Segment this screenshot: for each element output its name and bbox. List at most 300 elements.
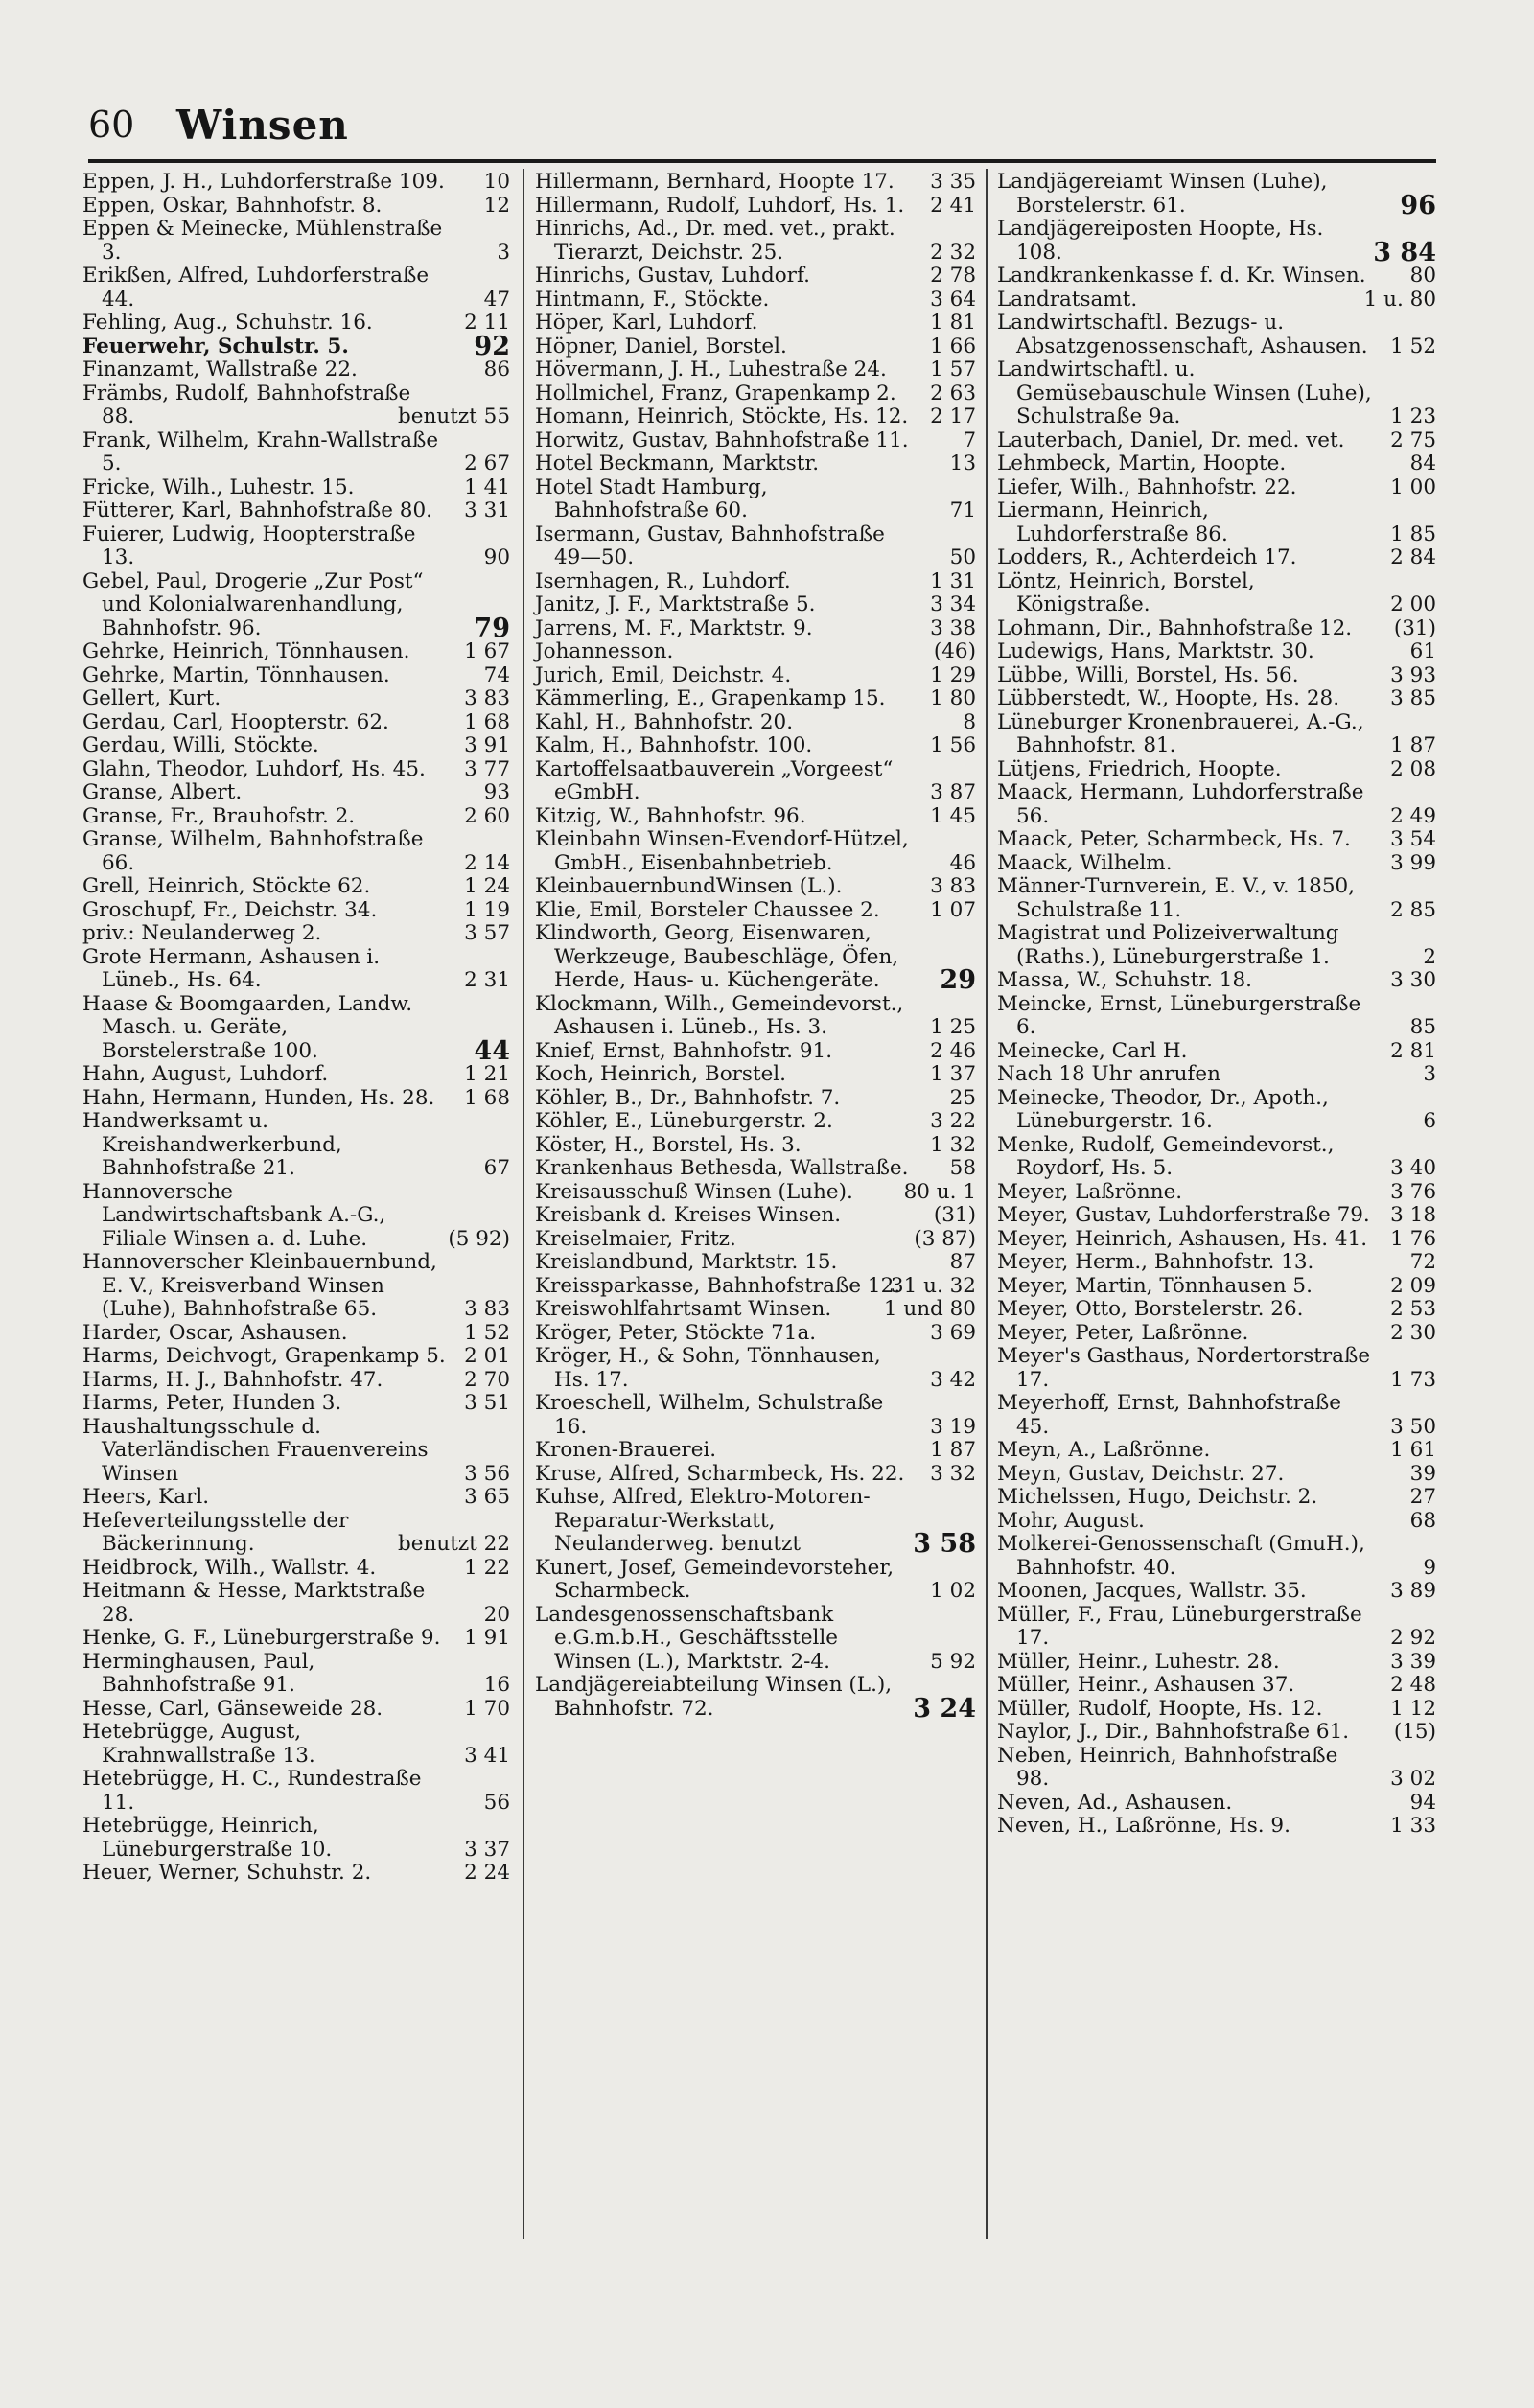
directory-entry xyxy=(997,1040,1436,1064)
entry-name: Homann, Heinrich, Stöckte, Hs. 12. xyxy=(535,405,909,428)
directory-entry xyxy=(997,1275,1436,1299)
entry-name: Grell, Heinrich, Stöckte 62. xyxy=(82,874,371,898)
entry-name: Köster, H., Borstel, Hs. 3. xyxy=(535,1132,802,1157)
entry-phone-number: 3 xyxy=(1423,1062,1436,1086)
entry-name: Grote Hermann, Ashausen i. Lüneb., Hs. 64. xyxy=(82,944,381,992)
entry-name: Landratsamt. xyxy=(997,287,1138,312)
entry-phone-number: 1 22 xyxy=(464,1555,510,1580)
entry-phone-number: 3 56 xyxy=(464,1461,510,1486)
entry-phone-number: 2 09 xyxy=(1390,1273,1436,1298)
entry-phone-number: 3 76 xyxy=(1390,1179,1436,1204)
directory-entry xyxy=(997,218,1436,265)
directory-entry xyxy=(82,922,510,946)
directory-entry xyxy=(82,195,510,219)
entry-phone-number: 79 xyxy=(474,613,510,643)
entry-phone-number: 44 xyxy=(474,1035,510,1066)
entry-phone-number: 3 34 xyxy=(930,592,976,616)
directory-entry xyxy=(82,875,510,899)
directory-entry xyxy=(82,171,510,195)
directory-entry xyxy=(997,476,1436,500)
entry-phone-number: 3 69 xyxy=(930,1320,976,1345)
entry-name: Fuierer, Ludwig, Hoopterstraße 13. xyxy=(82,521,416,569)
entry-name: Kleinbahn Winsen-Evendorf-Hützel, GmbH., Eisenbahnbetrieb. xyxy=(535,827,909,875)
directory-entry xyxy=(997,1087,1436,1134)
entry-name: Köhler, E., Lüneburgerstr. 2. xyxy=(535,1109,833,1133)
entry-name: Harms, Deichvogt, Grapenkamp 5. xyxy=(82,1344,446,1368)
directory-entry xyxy=(535,1157,976,1181)
directory-entry xyxy=(82,1486,510,1510)
entry-name: Haase & Boomgaarden, Landw. Masch. u. Geräte, Borstelerstraße 100. xyxy=(82,991,413,1063)
entry-phone-number: 1 56 xyxy=(930,733,976,757)
entry-name: Landjägereiamt Winsen (Luhe), Borstelerstr. 61. xyxy=(997,170,1328,218)
entry-phone-number: 1 68 xyxy=(464,1085,510,1110)
directory-entry xyxy=(82,1416,510,1487)
entry-name: Meinecke, Carl H. xyxy=(997,1038,1188,1063)
entry-phone-number: 3 93 xyxy=(1390,662,1436,687)
directory-entry xyxy=(535,1228,976,1252)
entry-phone-number: 96 xyxy=(1400,190,1436,220)
directory-entry xyxy=(535,1439,976,1463)
entry-phone-number: 13 xyxy=(949,452,976,475)
entry-name: Kämmerling, E., Grapenkamp 15. xyxy=(535,686,886,710)
entry-name: Isernhagen, R., Luhdorf. xyxy=(535,568,791,593)
entry-phone-number: 56 xyxy=(483,1790,510,1815)
entry-name: Lehmbeck, Martin, Hoopte. xyxy=(997,452,1287,475)
entry-phone-number: 1 52 xyxy=(1390,334,1436,359)
entry-phone-number: 1 21 xyxy=(464,1062,510,1086)
directory-entry xyxy=(535,171,976,195)
entry-name: Liefer, Wilh., Bahnhofstr. 22. xyxy=(997,475,1297,499)
entry-phone-number: 2 78 xyxy=(930,264,976,288)
entry-phone-number: 90 xyxy=(483,545,510,569)
entry-name: Landjägereiabteilung Winsen (L.), Bahnhofstr. 72. xyxy=(535,1673,893,1721)
directory-entry xyxy=(535,1486,976,1557)
entry-name: Främbs, Rudolf, Bahnhofstraße 88. xyxy=(82,381,411,428)
directory-entry xyxy=(535,1181,976,1205)
entry-name: Müller, Heinr., Luhestr. 28. xyxy=(997,1649,1280,1674)
entry-name: Gerdau, Carl, Hoopterstr. 62. xyxy=(82,709,389,734)
entry-name: Müller, Rudolf, Hoopte, Hs. 12. xyxy=(997,1696,1323,1721)
entry-phone-number: 1 87 xyxy=(930,1438,976,1462)
entry-phone-number: 3 35 xyxy=(930,170,976,194)
entry-phone-number: 12 xyxy=(483,193,510,218)
directory-entry xyxy=(535,617,976,641)
directory-entry xyxy=(997,1251,1436,1275)
page-title: Winsen xyxy=(176,102,349,149)
entry-name: Eppen, J. H., Luhdorferstraße 109. xyxy=(82,170,445,194)
directory-entry xyxy=(535,687,976,711)
directory-entry xyxy=(82,1557,510,1581)
entry-phone-number: 3 41 xyxy=(464,1743,510,1768)
entry-name: Klie, Emil, Borsteler Chaussee 2. xyxy=(535,897,880,922)
entry-phone-number: 1 und 80 xyxy=(883,1297,976,1321)
entry-phone-number: 3 42 xyxy=(930,1367,976,1392)
directory-entry xyxy=(535,476,976,523)
entry-phone-number: 3 54 xyxy=(1390,827,1436,851)
entry-phone-number: 3 83 xyxy=(464,1297,510,1321)
directory-entry xyxy=(535,429,976,453)
directory-entry xyxy=(997,1721,1436,1745)
entry-phone-number: 1 00 xyxy=(1390,475,1436,499)
entry-phone-number: 47 xyxy=(483,287,510,312)
entry-name: Jurich, Emil, Deichstr. 4. xyxy=(535,662,792,687)
entry-name: KleinbauernbundWinsen (L.). xyxy=(535,874,843,898)
entry-phone-number: 27 xyxy=(1409,1485,1436,1509)
entry-name: Landwirtschaftl. Bezugs- u. Absatzgenossenschaft, Ashausen. xyxy=(997,311,1368,359)
entry-name: Neven, Ad., Ashausen. xyxy=(997,1790,1233,1815)
directory-entry xyxy=(535,382,976,406)
directory-entry xyxy=(535,336,976,359)
entry-phone-number: 1 91 xyxy=(464,1626,510,1650)
directory-entry xyxy=(535,1463,976,1487)
entry-phone-number: 8 xyxy=(963,709,976,734)
entry-phone-number: 71 xyxy=(949,498,976,522)
directory-entry xyxy=(82,1815,510,1862)
directory-entry xyxy=(535,1087,976,1111)
entry-name: Heitmann & Hesse, Marktstraße 28. xyxy=(82,1579,426,1627)
entry-name: Knief, Ernst, Bahnhofstr. 91. xyxy=(535,1038,833,1063)
directory-entry xyxy=(997,1439,1436,1463)
entry-name: Kunert, Josef, Gemeindevorsteher, Scharmbeck. xyxy=(535,1555,895,1603)
directory-entry xyxy=(535,289,976,313)
entry-name: Lütjens, Friedrich, Hoopte. xyxy=(997,756,1282,781)
entry-phone-number: 1 25 xyxy=(930,1015,976,1039)
entry-name: Meincke, Ernst, Lüneburgerstraße 6. xyxy=(997,991,1361,1039)
entry-phone-number: 1 41 xyxy=(464,475,510,499)
entry-phone-number: 2 75 xyxy=(1390,428,1436,452)
directory-entry xyxy=(82,331,510,361)
entry-name: Krankenhaus Bethesda, Wallstraße. xyxy=(535,1156,909,1180)
directory-entry xyxy=(997,1604,1436,1651)
entry-phone-number: 1 31 xyxy=(930,568,976,593)
entry-name: Finanzamt, Wallstraße 22. xyxy=(82,358,358,382)
entry-name: Meyn, Gustav, Deichstr. 27. xyxy=(997,1461,1285,1486)
entry-name: Michelssen, Hugo, Deichstr. 2. xyxy=(997,1485,1318,1509)
entry-name: Liermann, Heinrich, Luhdorferstraße 86. xyxy=(997,498,1228,546)
entry-name: Landkrankenkasse f. d. Kr. Winsen. xyxy=(997,264,1366,288)
entry-name: priv.: Neulanderweg 2. xyxy=(82,921,322,945)
directory-entry xyxy=(82,640,510,664)
directory-entry xyxy=(997,640,1436,664)
directory-entry xyxy=(997,1533,1436,1580)
directory-entry xyxy=(82,1651,510,1698)
directory-entry xyxy=(535,640,976,664)
directory-entry xyxy=(82,429,510,476)
entry-name: Eppen, Oskar, Bahnhofstr. 8. xyxy=(82,193,383,218)
entry-phone-number: 1 29 xyxy=(930,662,976,687)
directory-entry xyxy=(535,1392,976,1439)
entry-phone-number: 3 87 xyxy=(930,780,976,804)
entry-name: Glahn, Theodor, Luhdorf, Hs. 45. xyxy=(82,756,426,781)
directory-entry xyxy=(535,758,976,805)
directory-entry xyxy=(82,758,510,782)
entry-name: Maack, Hermann, Luhdorferstraße 56. xyxy=(997,780,1364,828)
page-header xyxy=(88,96,1436,153)
directory-entry xyxy=(997,1815,1436,1839)
entry-phone-number: 80 u. 1 xyxy=(903,1179,976,1204)
directory-entry xyxy=(997,1134,1436,1181)
directory-entry xyxy=(535,664,976,688)
entry-name: Harder, Oscar, Ashausen. xyxy=(82,1320,348,1345)
entry-name: Neben, Heinrich, Bahnhofstraße 98. xyxy=(997,1743,1338,1791)
entry-phone-number: 25 xyxy=(949,1085,976,1110)
entry-phone-number: 2 85 xyxy=(1390,897,1436,922)
directory-entry xyxy=(82,664,510,688)
entry-name: Hotel Stadt Hamburg, Bahnhofstraße 60. xyxy=(535,475,768,522)
entry-name: Feuerwehr, Schulstr. 5. xyxy=(82,334,349,359)
entry-phone-number: 92 xyxy=(474,331,510,361)
entry-phone-number: 2 31 xyxy=(464,968,510,992)
entry-name: Hillermann, Bernhard, Hoopte 17. xyxy=(535,170,895,194)
entry-phone-number: 3 99 xyxy=(1390,850,1436,875)
directory-entry xyxy=(82,828,510,875)
entry-phone-number: 80 xyxy=(1409,264,1436,288)
entry-phone-number: 1 87 xyxy=(1390,733,1436,757)
entry-name: Jarrens, M. F., Marktstr. 9. xyxy=(535,615,813,640)
directory-entry xyxy=(82,899,510,923)
directory-entry xyxy=(535,1204,976,1228)
entry-phone-number: 16 xyxy=(483,1673,510,1697)
directory-entry xyxy=(82,1768,510,1815)
directory-entry xyxy=(535,805,976,829)
directory-entry xyxy=(82,993,510,1064)
entry-phone-number: 3 84 xyxy=(1373,237,1436,267)
entry-phone-number: (3 87) xyxy=(914,1226,976,1251)
directory-entry xyxy=(997,1345,1436,1392)
entry-phone-number: 1 19 xyxy=(464,897,510,922)
entry-name: Maack, Peter, Scharmbeck, Hs. 7. xyxy=(997,827,1351,851)
entry-phone-number: 1 23 xyxy=(1390,405,1436,428)
entry-phone-number: 58 xyxy=(949,1156,976,1180)
directory-entry xyxy=(997,875,1436,922)
entry-phone-number: 2 81 xyxy=(1390,1038,1436,1063)
entry-phone-number: 1 45 xyxy=(930,803,976,828)
entry-phone-number: 1 33 xyxy=(1390,1814,1436,1838)
entry-phone-number: 3 77 xyxy=(464,756,510,781)
entry-phone-number: 93 xyxy=(483,780,510,804)
directory-entry xyxy=(997,711,1436,758)
entry-name: Gebel, Paul, Drogerie „Zur Post“ und Kolonialwarenhandlung, Bahnhofstr. 96. xyxy=(82,568,424,640)
directory-entry xyxy=(997,758,1436,782)
directory-entry xyxy=(535,875,976,899)
entry-phone-number: 20 xyxy=(483,1602,510,1627)
entry-phone-number: 3 18 xyxy=(1390,1203,1436,1227)
entry-name: Lübberstedt, W., Hoopte, Hs. 28. xyxy=(997,686,1340,710)
entry-phone-number: 50 xyxy=(949,545,976,569)
entry-phone-number: 2 32 xyxy=(930,240,976,265)
directory-entry xyxy=(82,1369,510,1393)
entry-phone-number: 72 xyxy=(1409,1250,1436,1274)
directory-entry xyxy=(82,805,510,829)
directory-entry xyxy=(997,852,1436,876)
entry-name: Kronen-Brauerei. xyxy=(535,1438,717,1462)
directory-entry xyxy=(997,1204,1436,1228)
directory-entry xyxy=(535,312,976,336)
directory-entry xyxy=(997,546,1436,570)
entry-phone-number: 1 07 xyxy=(930,897,976,922)
directory-entry xyxy=(997,617,1436,641)
entry-name: Meyer, Martin, Tönnhausen 5. xyxy=(997,1273,1313,1298)
entry-phone-number: 1 68 xyxy=(464,709,510,734)
column-divider xyxy=(986,169,988,2239)
entry-name: Horwitz, Gustav, Bahnhofstraße 11. xyxy=(535,428,909,452)
entry-phone-number: 84 xyxy=(1409,452,1436,475)
directory-column-2 xyxy=(535,171,976,2236)
entry-phone-number: 2 67 xyxy=(464,452,510,475)
entry-name: Hetebrügge, H. C., Rundestraße 11. xyxy=(82,1767,422,1815)
directory-entry xyxy=(82,359,510,382)
directory-column-1 xyxy=(82,171,510,2236)
entry-phone-number: 3 40 xyxy=(1390,1156,1436,1180)
directory-entry xyxy=(535,523,976,570)
entry-phone-number: 2 48 xyxy=(1390,1673,1436,1697)
entry-name: Kahl, H., Bahnhofstr. 20. xyxy=(535,709,794,734)
entry-name: Meyer, Heinrich, Ashausen, Hs. 41. xyxy=(997,1226,1368,1251)
entry-name: Gerdau, Willi, Stöckte. xyxy=(82,733,319,757)
entry-name: Meyer, Peter, Laßrönne. xyxy=(997,1320,1249,1345)
directory-entry xyxy=(997,1298,1436,1322)
directory-entry xyxy=(535,1604,976,1675)
directory-entry xyxy=(535,1298,976,1322)
directory-entry xyxy=(997,289,1436,313)
entry-name: Eppen & Meinecke, Mühlenstraße 3. xyxy=(82,217,443,265)
entry-phone-number: 3 19 xyxy=(930,1414,976,1439)
entry-name: Granse, Albert. xyxy=(82,780,243,804)
directory-entry xyxy=(535,452,976,476)
directory-entry xyxy=(82,312,510,336)
entry-phone-number: (46) xyxy=(933,639,976,663)
entry-name: Harms, Peter, Hunden 3. xyxy=(82,1391,342,1415)
entry-phone-number: 1 37 xyxy=(930,1062,976,1086)
entry-name: Gehrke, Heinrich, Tönnhausen. xyxy=(82,639,410,663)
entry-name: Meyer, Otto, Borstelerstr. 26. xyxy=(997,1297,1304,1321)
entry-name: Höpner, Daniel, Borstel. xyxy=(535,334,787,359)
directory-entry xyxy=(82,382,510,429)
entry-phone-number: 67 xyxy=(483,1156,510,1180)
entry-phone-number: 1 32 xyxy=(930,1132,976,1157)
entry-name: Hannoverscher Kleinbauernbund, E. V., Kreisverband Winsen (Luhe), Bahnhofstraße 65. xyxy=(82,1250,437,1321)
directory-entry xyxy=(82,1580,510,1627)
entry-phone-number: 2 17 xyxy=(930,405,976,428)
directory-entry xyxy=(997,1698,1436,1722)
entry-name: Gellert, Kurt. xyxy=(82,686,221,710)
entry-name: Lübbe, Willi, Borstel, Hs. 56. xyxy=(997,662,1299,687)
entry-phone-number: 2 xyxy=(1423,944,1436,969)
entry-phone-number: 2 53 xyxy=(1390,1297,1436,1321)
entry-name: Molkerei-Genossenschaft (GmuH.), Bahnhofstr. 40. xyxy=(997,1532,1365,1580)
entry-name: Gehrke, Martin, Tönnhausen. xyxy=(82,662,390,687)
entry-name: Kreisausschuß Winsen (Luhe). xyxy=(535,1179,853,1204)
directory-entry xyxy=(997,1674,1436,1698)
entry-phone-number: 1 57 xyxy=(930,358,976,382)
entry-name: Kreissparkasse, Bahnhofstraße 12. xyxy=(535,1273,901,1298)
entry-phone-number: 1 70 xyxy=(464,1696,510,1721)
entry-phone-number: 3 xyxy=(497,240,510,265)
entry-phone-number: 3 32 xyxy=(930,1461,976,1486)
entry-name: Magistrat und Polizeiverwaltung (Raths.), Lüneburgerstraße 1. xyxy=(997,921,1339,969)
entry-phone-number: 94 xyxy=(1409,1790,1436,1815)
directory-entry xyxy=(535,1063,976,1087)
directory-entry xyxy=(535,405,976,429)
directory-entry xyxy=(82,499,510,523)
entry-name: Heuer, Werner, Schuhstr. 2. xyxy=(82,1861,372,1885)
entry-phone-number: 1 52 xyxy=(464,1320,510,1345)
directory-entry xyxy=(82,781,510,805)
entry-name: Kartoffelsaatbauverein „Vorgeest“ eGmbH. xyxy=(535,756,894,804)
directory-entry xyxy=(997,171,1436,218)
entry-phone-number: 3 39 xyxy=(1390,1649,1436,1674)
directory-entry xyxy=(82,1721,510,1768)
directory-entry xyxy=(82,1345,510,1369)
entry-phone-number: 85 xyxy=(1409,1015,1436,1039)
entry-phone-number: 6 xyxy=(1423,1109,1436,1133)
directory-entry xyxy=(535,265,976,289)
entry-name: Lohmann, Dir., Bahnhofstraße 12. xyxy=(997,615,1353,640)
entry-phone-number: 1 81 xyxy=(930,311,976,335)
directory-entry xyxy=(997,1392,1436,1439)
entry-name: Hahn, August, Luhdorf. xyxy=(82,1062,329,1086)
entry-phone-number: 2 63 xyxy=(930,381,976,405)
entry-name: Heidbrock, Wilh., Wallstr. 4. xyxy=(82,1555,377,1580)
directory-entry xyxy=(82,1627,510,1651)
entry-name: Kreislandbund, Marktstr. 15. xyxy=(535,1250,838,1274)
entry-name: Köhler, B., Dr., Bahnhofstr. 7. xyxy=(535,1085,841,1110)
entry-name: Frank, Wilhelm, Krahn-Wallstraße 5. xyxy=(82,428,439,475)
entry-phone-number: 2 92 xyxy=(1390,1626,1436,1650)
entry-name: Hövermann, J. H., Luhestraße 24. xyxy=(535,358,887,382)
entry-name: Meyer, Gustav, Luhdorferstraße 79. xyxy=(997,1203,1370,1227)
entry-phone-number: 2 00 xyxy=(1390,592,1436,616)
entry-phone-number: 3 37 xyxy=(464,1837,510,1862)
entry-phone-number: 2 24 xyxy=(464,1861,510,1885)
entry-phone-number: 2 14 xyxy=(464,850,510,875)
entry-name: Hetebrügge, August, Krahnwallstraße 13. xyxy=(82,1720,315,1768)
directory-entry xyxy=(82,734,510,758)
entry-name: Kröger, Peter, Stöckte 71a. xyxy=(535,1320,817,1345)
directory-entry xyxy=(535,1040,976,1064)
entry-name: Hintmann, F., Stöckte. xyxy=(535,287,770,312)
entry-phone-number: 1 12 xyxy=(1390,1696,1436,1721)
entry-name: Höper, Karl, Luhdorf. xyxy=(535,311,758,335)
directory-entry xyxy=(535,195,976,219)
entry-phone-number: 3 65 xyxy=(464,1485,510,1509)
entry-phone-number: 3 31 xyxy=(464,498,510,522)
entry-phone-number: 1 80 xyxy=(930,686,976,710)
entry-phone-number: 1 66 xyxy=(930,334,976,359)
entry-name: Maack, Wilhelm. xyxy=(997,850,1173,875)
directory-entry xyxy=(997,1463,1436,1487)
directory-entry xyxy=(82,1392,510,1416)
entry-phone-number: (31) xyxy=(1393,615,1436,640)
entry-phone-number: 3 51 xyxy=(464,1391,510,1415)
directory-entry xyxy=(997,922,1436,969)
entry-phone-number: 7 xyxy=(963,428,976,452)
directory-entry xyxy=(535,899,976,923)
entry-name: Janitz, J. F., Marktstraße 5. xyxy=(535,592,816,616)
entry-name: Henke, G. F., Lüneburgerstraße 9. xyxy=(82,1626,441,1650)
entry-name: Nach 18 Uhr anrufen xyxy=(997,1062,1220,1086)
directory-entry xyxy=(82,711,510,735)
directory-entry xyxy=(535,218,976,265)
entry-phone-number: 5 92 xyxy=(930,1649,976,1674)
entry-name: Meyer, Laßrönne. xyxy=(997,1179,1183,1204)
entry-name: Kroeschell, Wilhelm, Schulstraße 16. xyxy=(535,1391,884,1439)
entry-name: Meyer's Gasthaus, Nordertorstraße 17. xyxy=(997,1344,1371,1392)
entry-phone-number: 3 83 xyxy=(464,686,510,710)
directory-entry xyxy=(535,711,976,735)
entry-phone-number: 1 02 xyxy=(930,1579,976,1603)
directory-entry xyxy=(535,828,976,875)
